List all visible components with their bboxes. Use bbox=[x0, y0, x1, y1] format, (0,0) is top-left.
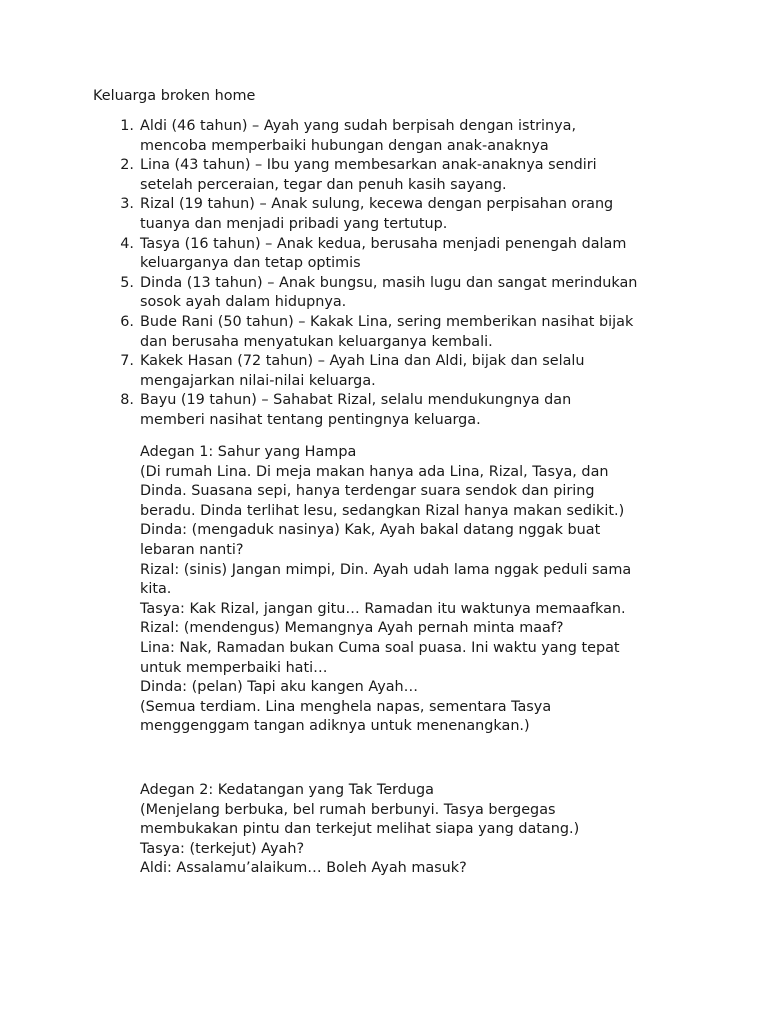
list-text-line: Tasya (16 tahun) – Anak kedua, berusaha menjadi penengah dalam bbox=[140, 235, 627, 252]
list-text-line: Dinda (13 tahun) – Anak bungsu, masih lugu dan sangat merindukan bbox=[140, 274, 638, 291]
document-title: Keluarga broken home bbox=[93, 88, 256, 104]
cast-item-kakek-hasan bbox=[110, 352, 690, 391]
list-text-line: Bude Rani (50 tahun) – Kakak Lina, sering memberikan nasihat bijak bbox=[140, 313, 634, 330]
script-line: kita. bbox=[140, 581, 172, 598]
scene-2 bbox=[140, 781, 700, 879]
cast-item-aldi bbox=[110, 117, 690, 156]
script-line: Tasya: Kak Rizal, jangan gitu… Ramadan itu waktunya memaafkan. bbox=[140, 600, 626, 617]
script-line: Aldi: Assalamu’alaikum… Boleh Ayah masuk? bbox=[140, 860, 467, 877]
cast-item-bude-rani bbox=[110, 313, 690, 352]
list-text-line: sosok ayah dalam hidupnya. bbox=[140, 294, 347, 311]
list-text-line: memberi nasihat tentang pentingnya keluarga. bbox=[140, 411, 481, 428]
list-text-line: keluarganya dan tetap optimis bbox=[140, 255, 361, 272]
list-text-line: dan berusaha menyatukan keluarganya kembali. bbox=[140, 333, 493, 350]
list-text-line: setelah perceraian, tegar dan penuh kasih sayang. bbox=[140, 176, 507, 193]
list-number: 6. bbox=[120, 313, 134, 330]
list-number: 1. bbox=[120, 118, 134, 134]
scene-heading: Adegan 2: Kedatangan yang Tak Terduga bbox=[140, 782, 434, 798]
list-number: 4. bbox=[120, 235, 134, 252]
cast-item-lina bbox=[110, 156, 690, 195]
script-line: untuk memperbaiki hati… bbox=[140, 659, 328, 676]
script-line: lebaran nanti? bbox=[140, 541, 244, 558]
list-text-line: Lina (43 tahun) – Ibu yang membesarkan anak-anaknya sendiri bbox=[140, 157, 597, 174]
cast-item-dinda bbox=[110, 274, 690, 313]
list-number: 5. bbox=[120, 274, 134, 291]
list-text-line: Bayu (19 tahun) – Sahabat Rizal, selalu mendukungnya dan bbox=[140, 392, 572, 409]
list-number: 3. bbox=[120, 196, 134, 213]
list-text-line: mencoba memperbaiki hubungan dengan anak-anaknya bbox=[140, 137, 549, 154]
script-line: Tasya: (terkejut) Ayah? bbox=[140, 840, 305, 857]
list-number: 2. bbox=[120, 157, 134, 174]
script-line: (Menjelang berbuka, bel rumah berbunyi. Tasya bergegas bbox=[140, 801, 556, 818]
cast-item-tasya bbox=[110, 235, 690, 274]
list-text-line: Aldi (46 tahun) – Ayah yang sudah berpisah dengan istrinya, bbox=[140, 118, 577, 134]
script-line: Dinda: (mengaduk nasinya) Kak, Ayah bakal datang nggak buat bbox=[140, 522, 601, 539]
script-line: Dinda: (pelan) Tapi aku kangen Ayah… bbox=[140, 679, 419, 696]
cast-item-bayu bbox=[110, 391, 690, 430]
script-line: beradu. Dinda terlihat lesu, sedangkan Rizal hanya makan sedikit.) bbox=[140, 502, 625, 519]
list-text-line: mengajarkan nilai-nilai keluarga. bbox=[140, 372, 376, 389]
list-number: 8. bbox=[120, 392, 134, 409]
list-text-line: tuanya dan menjadi pribadi yang tertutup. bbox=[140, 215, 448, 232]
scene-1 bbox=[140, 443, 700, 737]
cast-item-rizal bbox=[110, 195, 690, 234]
script-line: Rizal: (mendengus) Memangnya Ayah pernah minta maaf? bbox=[140, 620, 564, 637]
list-number: 7. bbox=[120, 353, 134, 370]
script-line: Lina: Nak, Ramadan bukan Cuma soal puasa. Ini waktu yang tepat bbox=[140, 639, 620, 656]
script-line: Dinda. Suasana sepi, hanya terdengar suara sendok dan piring bbox=[140, 483, 595, 500]
script-line: Rizal: (sinis) Jangan mimpi, Din. Ayah udah lama nggak peduli sama bbox=[140, 561, 632, 578]
script-line: membukakan pintu dan terkejut melihat siapa yang datang.) bbox=[140, 821, 580, 838]
script-line: (Di rumah Lina. Di meja makan hanya ada Lina, Rizal, Tasya, dan bbox=[140, 463, 609, 480]
list-text-line: Rizal (19 tahun) – Anak sulung, kecewa dengan perpisahan orang bbox=[140, 196, 614, 213]
scene-heading: Adegan 1: Sahur yang Hampa bbox=[140, 444, 357, 460]
script-line: (Semua terdiam. Lina menghela napas, sementara Tasya bbox=[140, 698, 552, 715]
script-line: menggenggam tangan adiknya untuk menenangkan.) bbox=[140, 718, 530, 735]
cast-list bbox=[110, 117, 690, 431]
list-text-line: Kakek Hasan (72 tahun) – Ayah Lina dan Aldi, bijak dan selalu bbox=[140, 353, 585, 370]
